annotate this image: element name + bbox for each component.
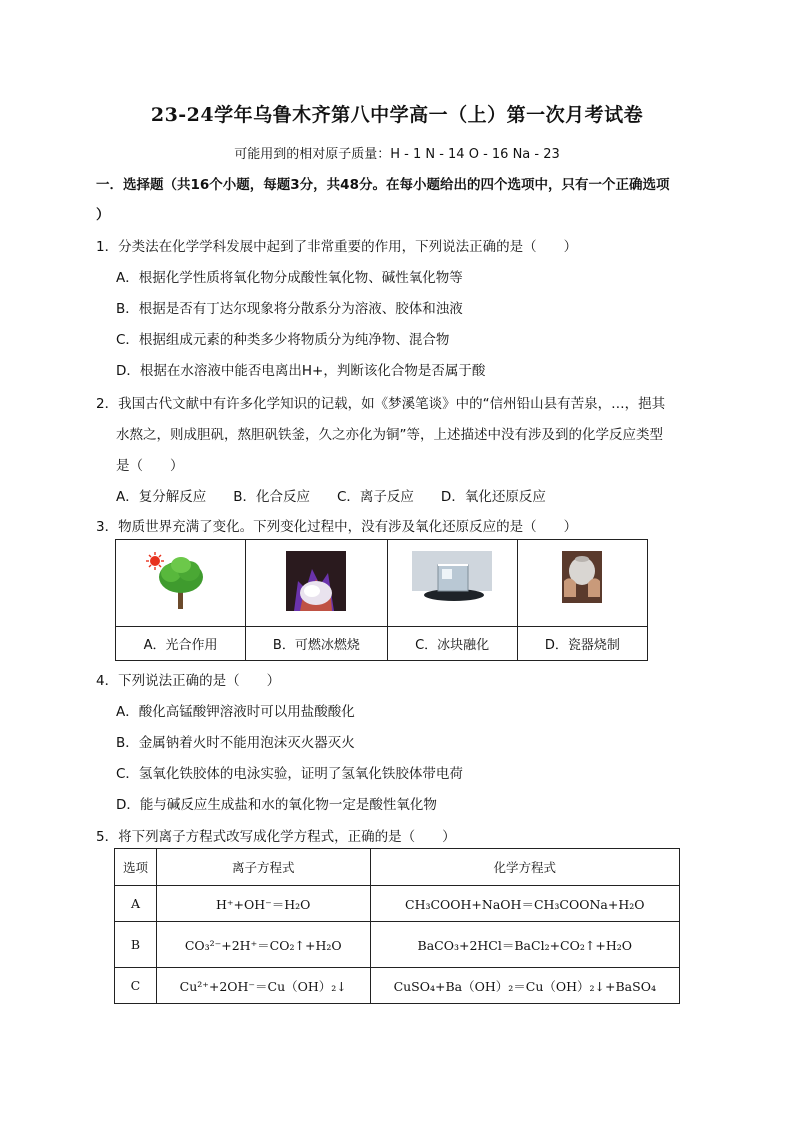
q5-equation-table [114, 848, 680, 1004]
row-b-option: B [115, 922, 157, 968]
q3-cell-d [517, 540, 647, 627]
q5-stem: 5．将下列离子方程式改写成化学方程式，正确的是（ ） [96, 829, 456, 845]
tree-sun-icon [141, 551, 221, 611]
burning-ice-icon [276, 551, 356, 611]
q1-stem: 1．分类法在化学学科发展中起到了非常重要的作用，下列说法正确的是（ ） [96, 239, 578, 255]
q3-cell-a [116, 540, 246, 627]
row-c-option: C [115, 968, 157, 1004]
row-c-chemical: CuSO₄+Ba（OH）₂＝Cu（OH）₂↓+BaSO₄ [370, 968, 679, 1004]
q2-options: A．复分解反应 B．化合反应 C．离子反应 D．氧化还原反应 [116, 489, 546, 505]
q1-option-d: D．根据在水溶液中能否电离出H+，判断该化合物是否属于酸 [116, 363, 486, 379]
q3-stem: 3．物质世界充满了变化。下列变化过程中，没有涉及氧化还原反应的是（ ） [96, 519, 578, 535]
q4-option-c: C．氢氧化铁胶体的电泳实验，证明了氢氧化铁胶体带电荷 [116, 766, 463, 782]
q2-stem-line2: 水熬之，则成胆矾，熬胆矾铁釜，久之亦化为铜”等，上述描述中没有涉及到的化学反应类型 [116, 427, 663, 443]
header-option: 选项 [115, 849, 157, 886]
q1-option-a: A．根据化学性质将氧化物分成酸性氧化物、碱性氧化物等 [116, 270, 463, 286]
melting-ice-icon [412, 551, 492, 611]
header-chemical: 化学方程式 [370, 849, 679, 886]
q3-cell-b [246, 540, 387, 627]
row-a-option: A [115, 886, 157, 922]
q3-cell-c [387, 540, 517, 627]
porcelain-icon [542, 551, 622, 611]
q2-stem-line1: 2．我国古代文献中有许多化学知识的记载，如《梦溪笔谈》中的“信州铅山县有苦泉，…，挹其 [96, 396, 666, 412]
q4-option-a: A．酸化高锰酸钾溶液时可以用盐酸酸化 [116, 704, 355, 720]
q3-caption-a: A．光合作用 [116, 627, 246, 661]
row-a-ionic: H⁺+OH⁻＝H₂O [156, 886, 370, 922]
header-ionic: 离子方程式 [156, 849, 370, 886]
exam-title: 23-24学年乌鲁木齐第八中学高一（上）第一次月考试卷 [150, 104, 644, 126]
q4-option-b: B．金属钠着火时不能用泡沫灭火器灭火 [116, 735, 355, 751]
atomic-mass-note: 可能用到的相对原子质量：H - 1 N - 14 O - 16 Na - 23 [234, 147, 560, 162]
q3-image-table [115, 539, 648, 661]
q3-caption-b: B．可燃冰燃烧 [246, 627, 387, 661]
q1-option-c: C．根据组成元素的种类多少将物质分为纯净物、混合物 [116, 332, 450, 348]
row-c-ionic: Cu²⁺+2OH⁻＝Cu（OH）₂↓ [156, 968, 370, 1004]
section-heading-cont: ） [96, 207, 110, 223]
q4-option-d: D．能与碱反应生成盐和水的氧化物一定是酸性氧化物 [116, 797, 437, 813]
row-b-ionic: CO₃²⁻+2H⁺＝CO₂↑+H₂O [156, 922, 370, 968]
row-a-chemical: CH₃COOH+NaOH＝CH₃COONa+H₂O [370, 886, 679, 922]
q2-stem-line3: 是（ ） [116, 458, 184, 474]
section-heading: 一．选择题（共16个小题，每题3分，共48分。在每小题给出的四个选项中，只有一个正确选项 [96, 177, 670, 193]
q3-caption-c: C．冰块融化 [387, 627, 517, 661]
row-b-chemical: BaCO₃+2HCl＝BaCl₂+CO₂↑+H₂O [370, 922, 679, 968]
q4-stem: 4．下列说法正确的是（ ） [96, 673, 281, 689]
q1-option-b: B．根据是否有丁达尔现象将分散系分为溶液、胶体和浊液 [116, 301, 463, 317]
q3-caption-d: D．瓷器烧制 [517, 627, 647, 661]
